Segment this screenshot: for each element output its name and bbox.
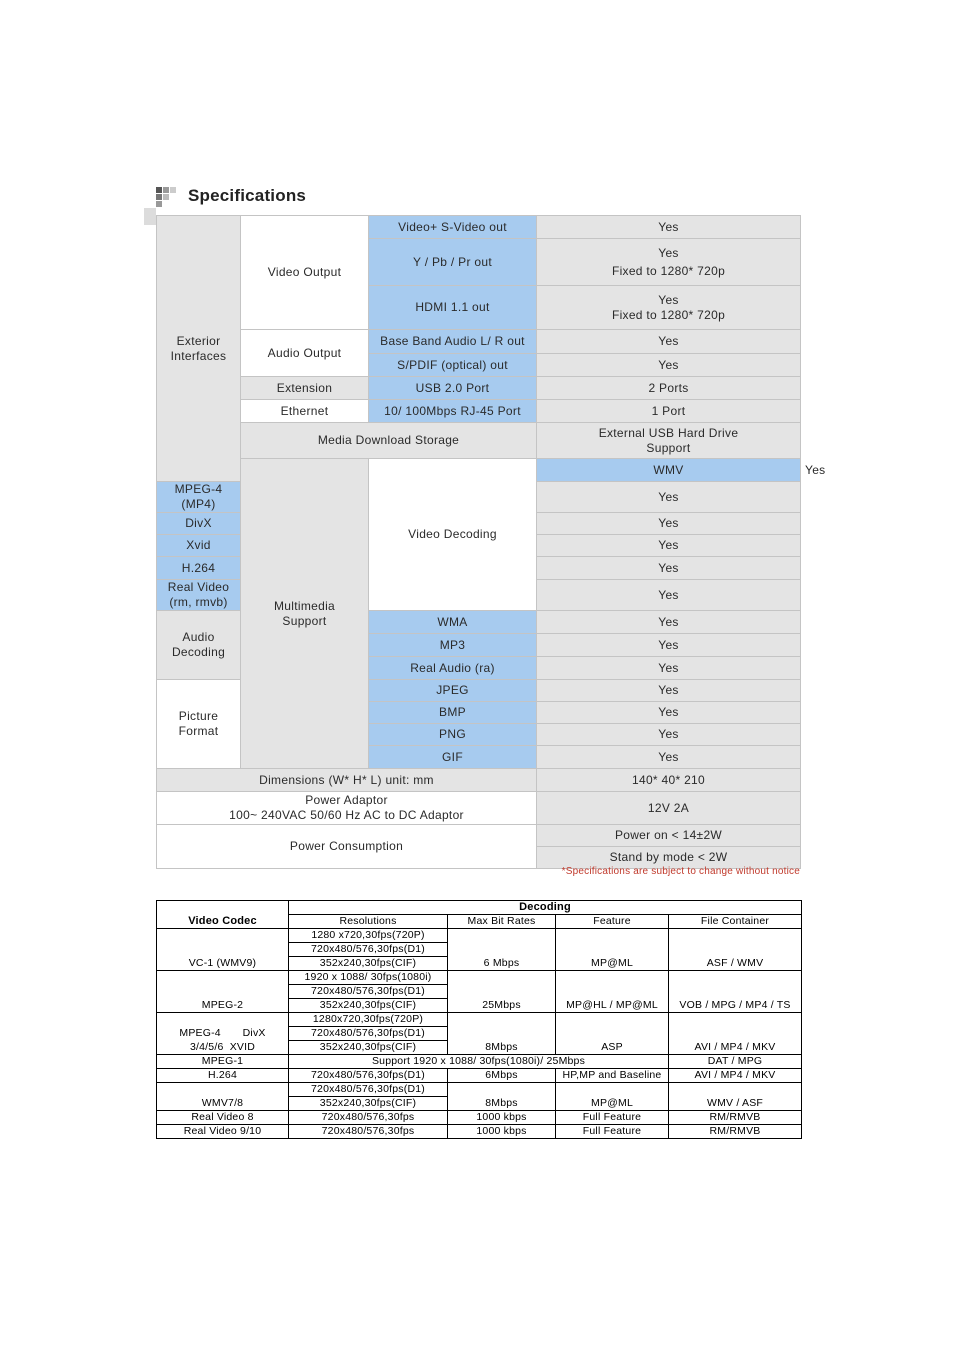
spec-item: WMV (537, 459, 801, 482)
resolution-cell: 352x240,30fps(CIF) (289, 957, 448, 971)
container-cell: DAT / MPG (669, 1055, 802, 1069)
media-download-storage: Media Download Storage (241, 423, 537, 459)
codec-name-line: MPEG-4 DivX (179, 1027, 266, 1039)
table-row (157, 792, 801, 825)
feature-cell: Full Feature (556, 1125, 669, 1139)
container-cell: VOB / MPG / MP4 / TS (669, 971, 802, 1013)
codec-name: H.264 (157, 1069, 289, 1083)
spec-value: Yes (537, 557, 801, 580)
table-row (157, 1083, 802, 1097)
table-row (157, 971, 802, 985)
spec-value: Yes (537, 354, 801, 377)
spec-item: Video+ S-Video out (369, 216, 537, 239)
spec-value: Yes (537, 680, 801, 702)
resolution-cell: 720x480/576,30fps(D1) (289, 1069, 448, 1083)
spec-item: DivX (157, 513, 241, 535)
table-row (157, 1013, 802, 1027)
spec-item: Real Audio (ra) (369, 657, 537, 680)
container-cell: RM/RMVB (669, 1125, 802, 1139)
spec-item: S/PDIF (optical) out (369, 354, 537, 377)
header-video-codec: Video Codec (157, 901, 289, 929)
header-resolutions: Resolutions (289, 915, 448, 929)
codec-table (156, 900, 802, 1139)
header-feature: Feature (556, 915, 669, 929)
group-picture-format: Picture Format (157, 680, 241, 769)
spec-value: Yes (537, 657, 801, 680)
spec-value: 12V 2A (537, 792, 801, 825)
table-row (157, 769, 801, 792)
spec-item: H.264 (157, 557, 241, 580)
section-heading (156, 184, 456, 210)
table-row (157, 400, 801, 423)
spec-value: Yes Fixed to 1280* 720p (537, 239, 801, 286)
table-row (157, 423, 801, 459)
resolution-cell: 720x480/576,30fps (289, 1125, 448, 1139)
table-row (157, 1111, 802, 1125)
spec-value: 1 Port (537, 400, 801, 423)
group-audio-decoding: Audio Decoding (157, 611, 241, 680)
specifications-table (156, 215, 826, 869)
spec-value: Yes (537, 611, 801, 634)
codec-name: Real Video 9/10 (157, 1125, 289, 1139)
codec-name: VC-1 (WMV9) (157, 929, 289, 971)
table-row (157, 825, 801, 847)
table-row (157, 1069, 802, 1083)
spec-value: Yes (537, 724, 801, 746)
table-row (157, 1055, 802, 1069)
power-consumption-label: Power Consumption (157, 825, 537, 869)
page-title: Specifications (188, 186, 307, 205)
resolution-cell: 720x480/576,30fps(D1) (289, 1083, 448, 1097)
spec-item: Xvid (157, 535, 241, 557)
disclaimer-note: *Specifications are subject to change without notice (561, 866, 800, 877)
bitrate-cell: 8Mbps (448, 1013, 556, 1055)
table-row (157, 330, 801, 354)
container-cell: WMV / ASF (669, 1083, 802, 1111)
spec-value: Yes (537, 702, 801, 724)
spec-item: 10/ 100Mbps RJ-45 Port (369, 400, 537, 423)
spec-item: BMP (369, 702, 537, 724)
spec-item: PNG (369, 724, 537, 746)
squares-logo-icon (156, 187, 178, 209)
bitrate-cell: 6Mbps (448, 1069, 556, 1083)
codec-name (157, 1013, 289, 1055)
bitrate-cell: 6 Mbps (448, 929, 556, 971)
container-cell: AVI / MP4 / MKV (669, 1069, 802, 1083)
table-row: Multimedia Support Video Decoding WMV Yes (157, 459, 801, 482)
group-ethernet: Ethernet (241, 400, 369, 423)
bitrate-cell: 1000 kbps (448, 1125, 556, 1139)
spec-value: Stand by mode < 2W (537, 847, 801, 869)
spec-item: MP3 (369, 634, 537, 657)
table-row (157, 929, 802, 943)
resolution-cell: 720x480/576,30fps(D1) (289, 1027, 448, 1041)
spec-item: Y / Pb / Pr out (369, 239, 537, 286)
group-audio-output: Audio Output (241, 330, 369, 377)
spec-item: MPEG-4 (MP4) (157, 482, 241, 513)
spec-item: Base Band Audio L/ R out (369, 330, 537, 354)
codec-name-line: 3/4/5/6 XVID (189, 1041, 256, 1053)
spec-value: Yes (537, 634, 801, 657)
spec-value: Yes (537, 580, 801, 611)
spec-value: Yes Fixed to 1280* 720p (537, 286, 801, 330)
bitrate-cell: 1000 kbps (448, 1111, 556, 1125)
power-adaptor-label: Power Adaptor 100~ 240VAC 50/60 Hz AC to DC Adaptor (157, 792, 537, 825)
group-video-output: Video Output (241, 216, 369, 330)
spec-item: USB 2.0 Port (369, 377, 537, 400)
bitrate-cell: 8Mbps (448, 1083, 556, 1111)
spec-value: Yes (537, 746, 801, 769)
spec-value: Yes (537, 513, 801, 535)
resolution-cell: 1280x720,30fps(720P) (289, 1013, 448, 1027)
resolution-cell: 1280 x720,30fps(720P) (289, 929, 448, 943)
dimensions-label: Dimensions (W* H* L) unit: mm (157, 769, 537, 792)
feature-cell: HP,MP and Baseline (556, 1069, 669, 1083)
category-multimedia-support: Multimedia Support (241, 459, 369, 769)
spec-item: Real Video (rm, rmvb) (157, 580, 241, 611)
spec-value: Yes (537, 535, 801, 557)
category-exterior-interfaces: Exterior Interfaces (157, 216, 241, 482)
feature-cell: MP@HL / MP@ML (556, 971, 669, 1013)
spec-value: Yes (537, 216, 801, 239)
codec-name: WMV7/8 (157, 1083, 289, 1111)
spec-value: 140* 40* 210 (537, 769, 801, 792)
group-extension: Extension (241, 377, 369, 400)
spec-item: WMA (369, 611, 537, 634)
resolution-cell: 1920 x 1088/ 30fps(1080i) (289, 971, 448, 985)
spec-value: Power on < 14±2W (537, 825, 801, 847)
resolution-cell: 352x240,30fps(CIF) (289, 1097, 448, 1111)
spec-item: JPEG (369, 680, 537, 702)
spec-value: 2 Ports (537, 377, 801, 400)
bitrate-cell: 25Mbps (448, 971, 556, 1013)
header-decoding: Decoding (289, 901, 802, 915)
codec-name: Real Video 8 (157, 1111, 289, 1125)
feature-cell: ASP (556, 1013, 669, 1055)
feature-cell: Full Feature (556, 1111, 669, 1125)
spec-value: Yes (537, 482, 801, 513)
table-row (157, 216, 801, 239)
group-video-decoding: Video Decoding (369, 459, 537, 611)
spec-item: GIF (369, 746, 537, 769)
header-file-container: File Container (669, 915, 802, 929)
resolution-cell: 352x240,30fps(CIF) (289, 999, 448, 1013)
feature-cell: MP@ML (556, 1083, 669, 1111)
resolution-cell: 720x480/576,30fps(D1) (289, 943, 448, 957)
header-max-bit-rates: Max Bit Rates (448, 915, 556, 929)
container-cell: AVI / MP4 / MKV (669, 1013, 802, 1055)
container-cell: RM/RMVB (669, 1111, 802, 1125)
feature-cell: MP@ML (556, 929, 669, 971)
support-cell: Support 1920 x 1088/ 30fps(1080i)/ 25Mbps (289, 1055, 669, 1069)
table-row (157, 377, 801, 400)
container-cell: ASF / WMV (669, 929, 802, 971)
side-tab-decoration (144, 208, 156, 225)
resolution-cell: 352x240,30fps(CIF) (289, 1041, 448, 1055)
spec-item: HDMI 1.1 out (369, 286, 537, 330)
resolution-cell: 720x480/576,30fps(D1) (289, 985, 448, 999)
spec-value: External USB Hard Drive Support (537, 423, 801, 459)
codec-name: MPEG-1 (157, 1055, 289, 1069)
table-row (157, 1125, 802, 1139)
spec-value: Yes (537, 330, 801, 354)
table-row (157, 901, 802, 915)
codec-name: MPEG-2 (157, 971, 289, 1013)
resolution-cell: 720x480/576,30fps (289, 1111, 448, 1125)
